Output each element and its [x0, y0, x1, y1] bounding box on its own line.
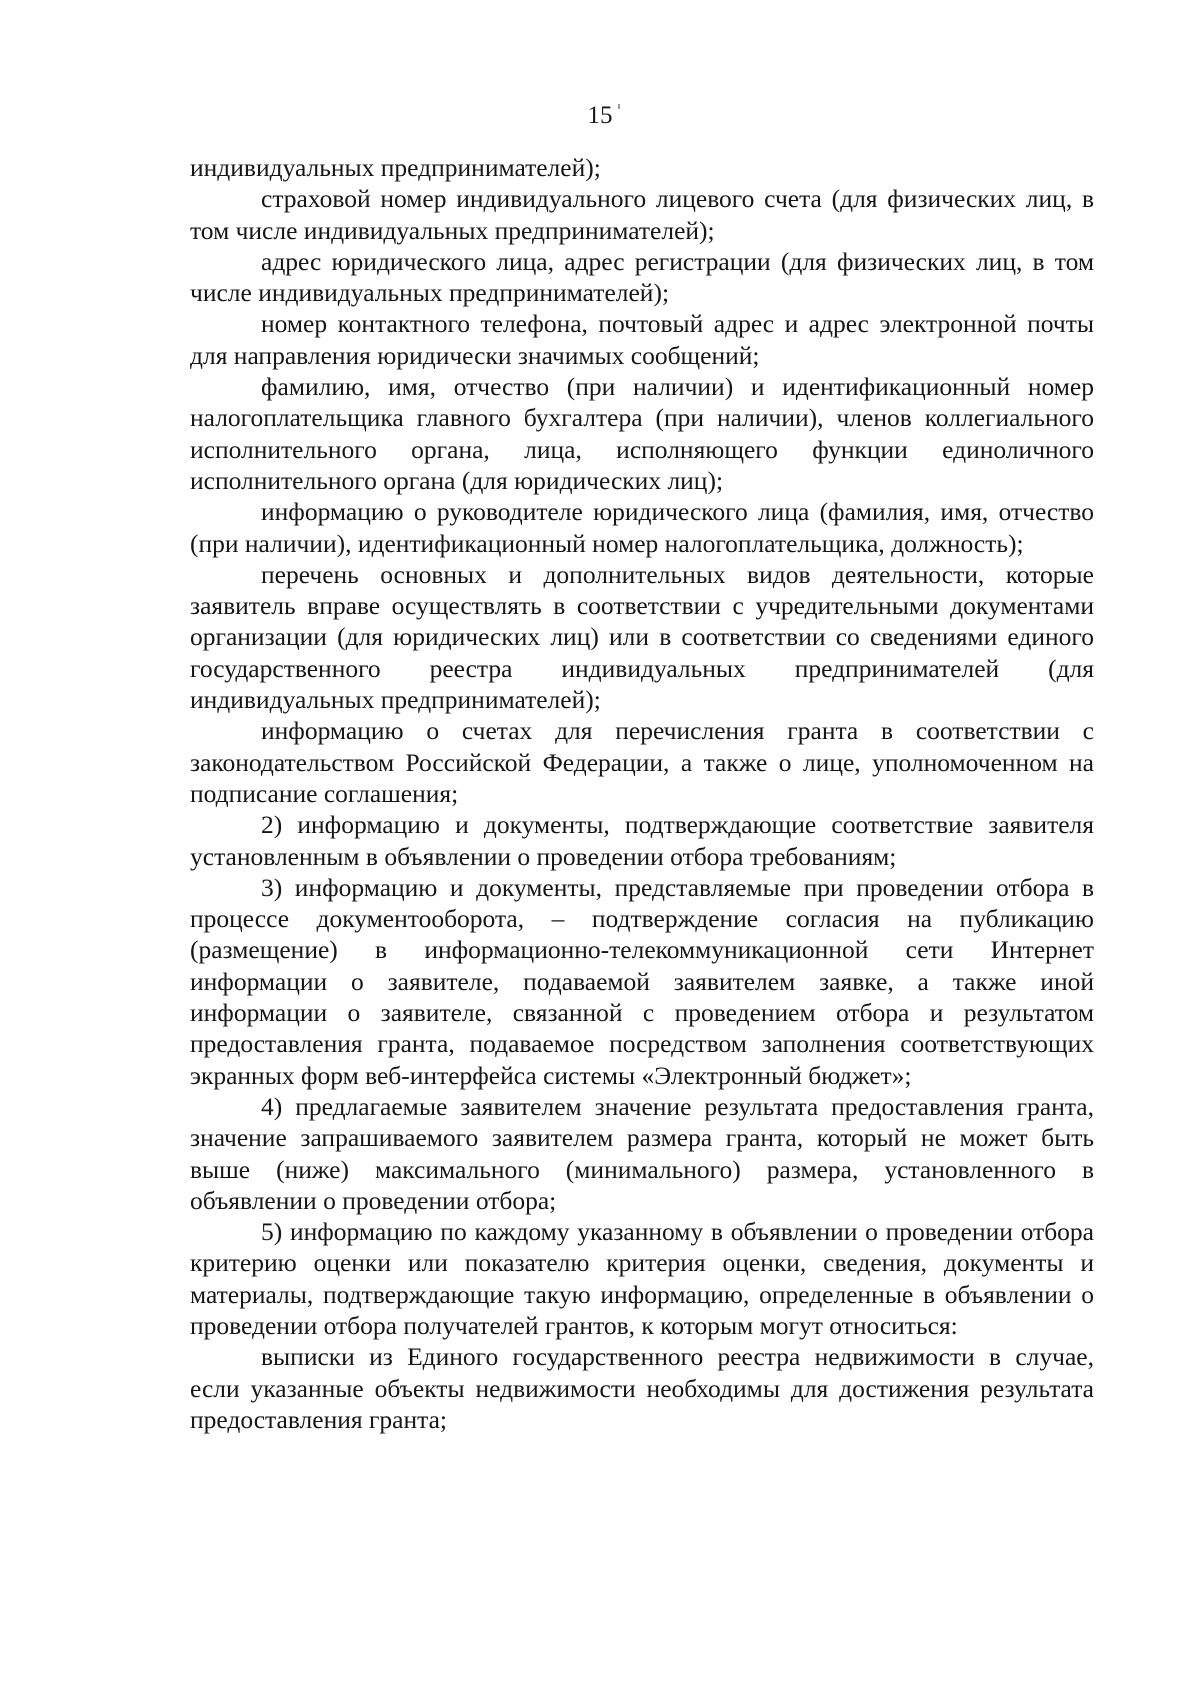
paragraph: информацию о руководителе юридического лица (фамилия, имя, отчество (при наличии), идентификационный номер налогоплательщика, должность); — [190, 497, 1094, 558]
page-number: 15 — [587, 102, 613, 129]
paragraph: информацию о счетах для перечисления гранта в соответствии с законодательством Российской Федерации, а также о лице, уполномоченном на подписание соглашения; — [190, 716, 1094, 808]
document-body — [190, 152, 1094, 1435]
paragraph: 3) информацию и документы, представляемые при проведении отбора в процессе документооборота, – подтверждение согласия на публикацию (размещение) в информационно-телекоммуникационной сети Интернет информации о заявителе, подаваемой заявителем заявке, а также иной информации о заявителе, связанной с проведением отбора и результатом предоставления гранта, подаваемое посредством заполнения соответствующих экранных форм веб-интерфейса системы «Электронный бюджет»; — [190, 872, 1094, 1090]
paragraph: 2) информацию и документы, подтверждающие соответствие заявителя установленным в объявлении о проведении отбора требованиям; — [190, 810, 1094, 871]
paragraph: 5) информацию по каждому указанному в объявлении о проведении отбора критерию оценки или показателю критерия оценки, сведения, документы и материалы, подтверждающие такую информацию, определенные в объявлении о проведении отбора получателей грантов, к которым могут относиться: — [190, 1217, 1094, 1340]
paragraph: страховой номер индивидуального лицевого счета (для физических лиц, в том числе индивидуальных предпринимателей); — [190, 184, 1094, 245]
paragraph: номер контактного телефона, почтовый адрес и адрес электронной почты для направления юридически значимых сообщений; — [190, 309, 1094, 370]
paragraph: выписки из Единого государственного реестра недвижимости в случае, если указанные объекты недвижимости необходимы для достижения результата предоставления гранта; — [190, 1342, 1094, 1434]
paragraph: 4) предлагаемые заявителем значение результата предоставления гранта, значение запрашиваемого заявителем размера гранта, который не может быть выше (ниже) максимального (минимального) размера, установленного в объявлении о проведении отбора; — [190, 1091, 1094, 1215]
paragraph: фамилию, имя, отчество (при наличии) и идентификационный номер налогоплательщика главного бухгалтера (при наличии), членов коллегиального исполнительного органа, лица, исполняющего функции единоличного исполнительного органа (для юридических лиц); — [190, 372, 1094, 495]
paragraph: индивидуальных предпринимателей); — [190, 153, 601, 182]
paragraph: адрес юридического лица, адрес регистрации (для физических лиц, в том числе индивидуальных предпринимателей); — [190, 246, 1094, 308]
paragraph: перечень основных и дополнительных видов деятельности, которые заявитель вправе осуществлять в соответствии с учредительными документами организации (для юридических лиц) или в соответствии со сведениями единого государственного реестра индивидуальных предпринимателей (для индивидуальных предпринимателей); — [190, 559, 1094, 715]
